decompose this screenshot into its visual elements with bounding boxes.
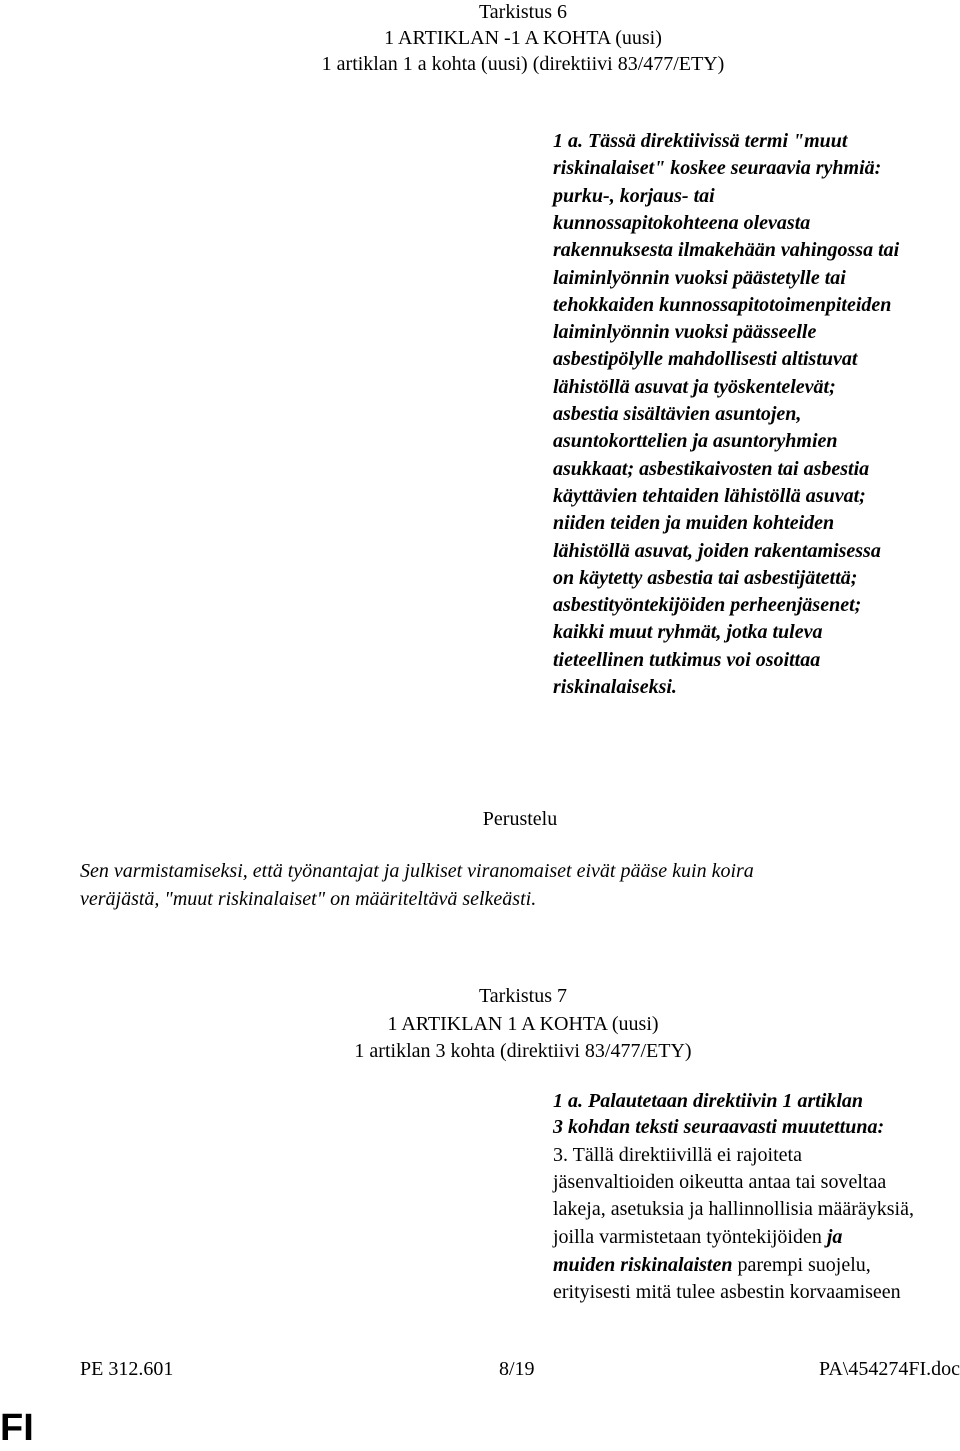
amendment-6-line: käyttävien tehtaiden lähistöllä asuvat; [553, 485, 866, 507]
amendment-7-title: Tarkistus 7 [478, 985, 568, 1007]
amendment-6-line: riskinalaiset" koskee seuraavia ryhmiä: [553, 157, 882, 179]
amendment-6-article: 1 ARTIKLAN -1 A KOHTA (uusi) [384, 27, 662, 49]
amendment-6-line: asukkaat; asbestikaivosten tai asbestia [553, 458, 870, 480]
language-code: FI [0, 1407, 34, 1449]
justification-heading: Perustelu [482, 808, 558, 830]
amendment-6-line: laiminlyönnin vuoksi päästetylle tai [553, 267, 846, 289]
amendment-6-line: asbestityöntekijöiden perheenjäsenet; [553, 594, 862, 616]
justification-line: Sen varmistamiseksi, että työnantajat ja julkiset viranomaiset eivät pääse kuin koira [80, 860, 754, 882]
amendment-7-line-plain: joilla varmistetaan työntekijöiden [553, 1226, 827, 1248]
amendment-6-title: Tarkistus 6 [478, 1, 568, 23]
footer-file-name: PA\454274FI.doc [819, 1358, 960, 1380]
amendment-6-line: tehokkaiden kunnossapitotoimenpiteiden [553, 294, 892, 316]
amendment-7-line-emphasis: ja [826, 1226, 843, 1248]
amendment-7-line-plain: parempi suojelu, [732, 1254, 871, 1276]
amendment-7-line: jäsenvaltioiden oikeutta antaa tai soveltaa [553, 1171, 887, 1193]
amendment-7-line [553, 1224, 842, 1251]
amendment-6-line: tieteellinen tutkimus voi osoittaa [553, 649, 821, 671]
amendment-7-line-emphasis: muiden riskinalaisten [553, 1254, 733, 1276]
amendment-6-line: riskinalaiseksi. [553, 676, 677, 698]
amendment-7-line: 1 a. Palautetaan direktiivin 1 artiklan [553, 1090, 864, 1112]
amendment-6-line: lähistöllä asuvat, joiden rakentamisessa [553, 540, 881, 562]
amendment-6-line: purku-, korjaus- tai [553, 185, 715, 207]
amendment-7-line: 3. Tällä direktiivillä ei rajoiteta [553, 1144, 802, 1166]
amendment-6-reference: 1 artiklan 1 a kohta (uusi) (direktiivi 83/477/ETY) [321, 53, 725, 75]
footer-page-number: 8/19 [499, 1358, 535, 1380]
amendment-7-line [553, 1252, 871, 1279]
amendment-6-line: asbestia sisältävien asuntojen, [553, 403, 802, 425]
amendment-6-line: 1 a. Tässä direktiivissä termi "muut [553, 130, 848, 152]
amendment-7-reference: 1 artiklan 3 kohta (direktiivi 83/477/ETY) [354, 1040, 692, 1062]
amendment-6-line: kunnossapitokohteena olevasta [553, 212, 811, 234]
amendment-7-line: lakeja, asetuksia ja hallinnollisia määräyksiä, [553, 1198, 914, 1220]
amendment-6-line: on käytetty asbestia tai asbestijätettä; [553, 567, 858, 589]
amendment-6-line: lähistöllä asuvat ja työskentelevät; [553, 376, 836, 398]
amendment-6-line: rakennuksesta ilmakehään vahingossa tai [553, 239, 900, 261]
amendment-6-line: laiminlyönnin vuoksi päässeelle [553, 321, 817, 343]
amendment-6-line: asuntokorttelien ja asuntoryhmien [553, 430, 838, 452]
amendment-7-line: 3 kohdan teksti seuraavasti muutettuna: [553, 1116, 885, 1138]
amendment-6-line: niiden teiden ja muiden kohteiden [553, 512, 835, 534]
amendment-7-line: erityisesti mitä tulee asbestin korvaamiseen [553, 1281, 901, 1303]
justification-line: veräjästä, "muut riskinalaiset" on määriteltävä selkeästi. [80, 888, 537, 910]
footer-doc-number: PE 312.601 [80, 1358, 174, 1380]
amendment-6-line: asbestipölylle mahdollisesti altistuvat [553, 348, 858, 370]
amendment-7-article: 1 ARTIKLAN 1 A KOHTA (uusi) [387, 1013, 659, 1035]
amendment-6-line: kaikki muut ryhmät, jotka tuleva [553, 621, 823, 643]
